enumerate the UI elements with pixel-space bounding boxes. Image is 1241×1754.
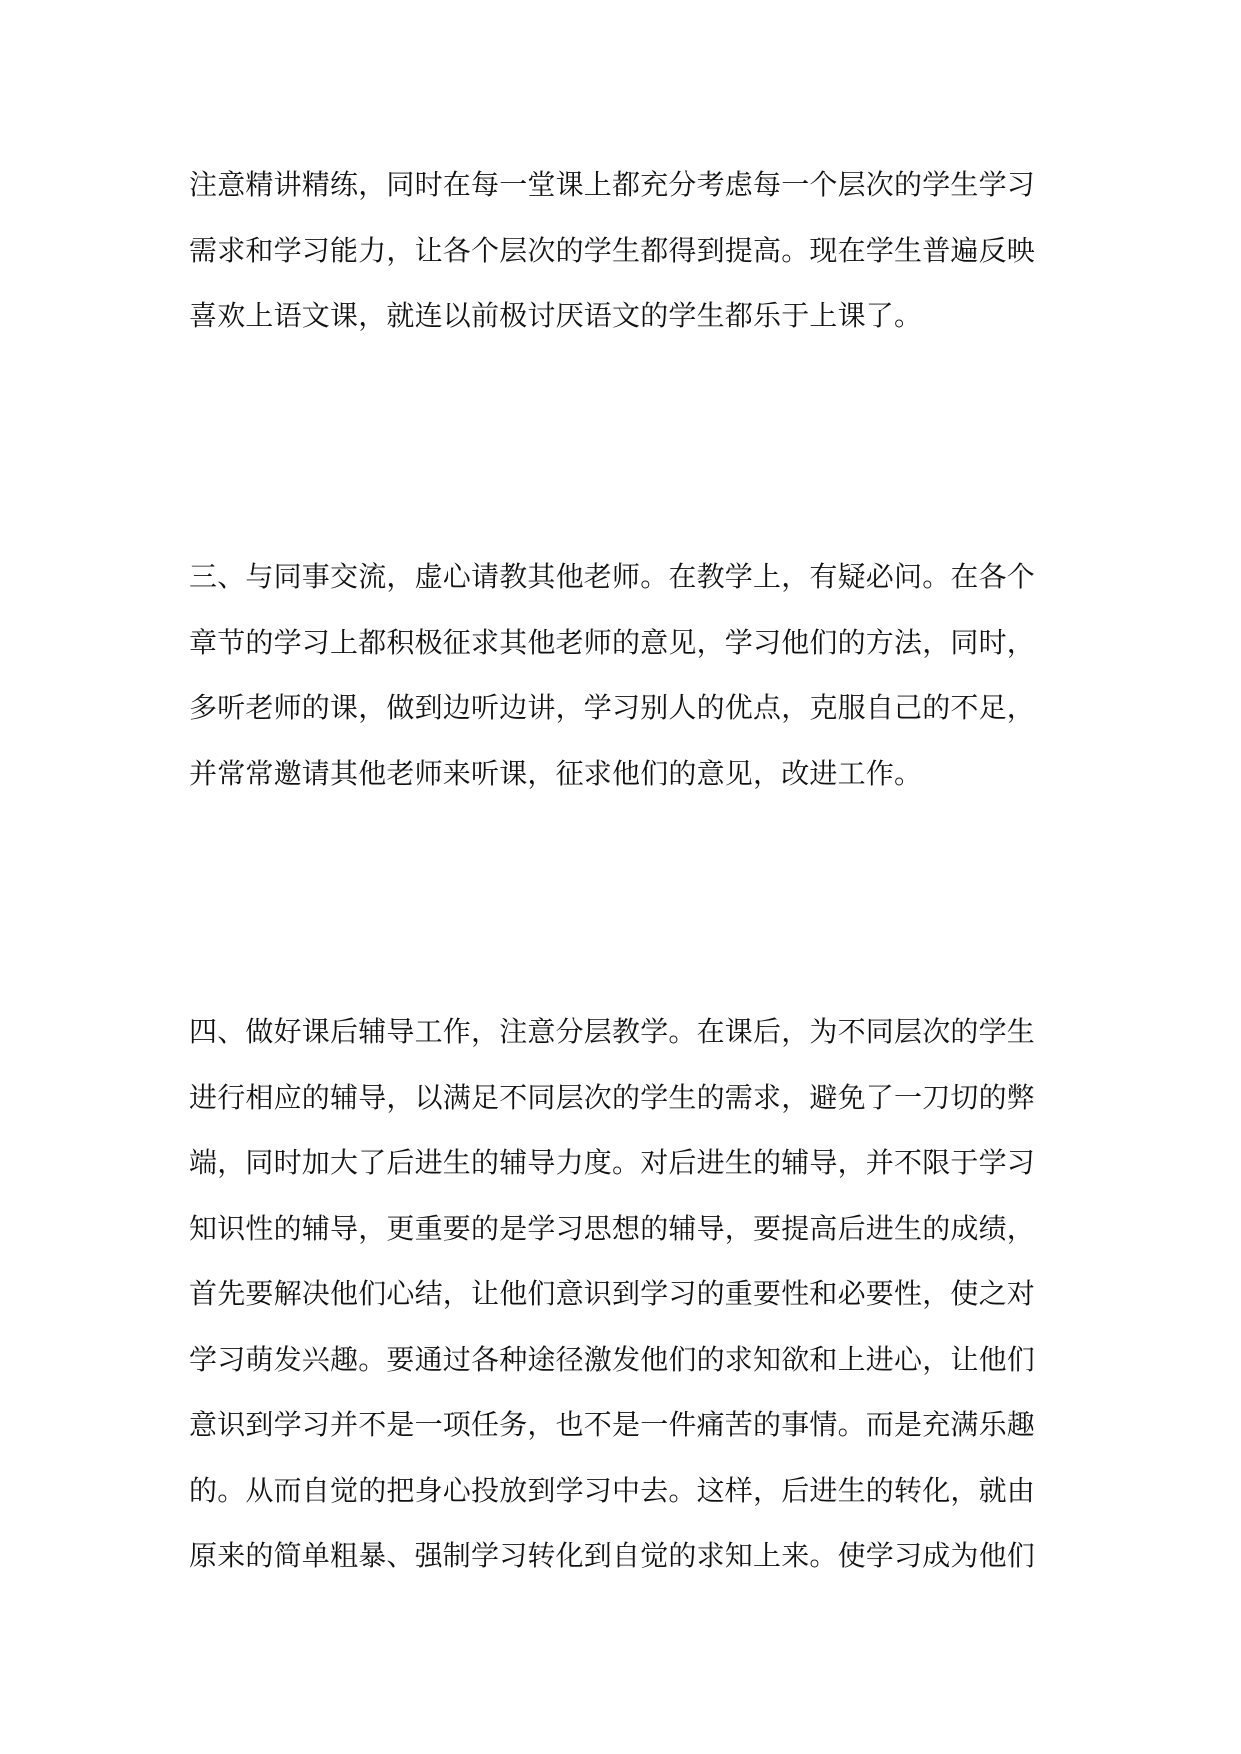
paragraph-line: 原来的简单粗暴、强制学习转化到自觉的求知上来。使学习成为他们 [189,1539,1036,1572]
paragraph-line: 的。从而自觉的把身心投放到学习中去。这样，后进生的转化，就由 [189,1473,1036,1507]
paragraph-section-four [189,999,1089,1589]
paragraph-line: 意识到学习并不是一项任务，也不是一件痛苦的事情。而是充满乐趣 [189,1408,1036,1441]
paragraph-line: 端，同时加大了后进生的辅导力度。对后进生的辅导，并不限于学习 [189,1146,1036,1179]
paragraph-line: 多听老师的课，做到边听边讲，学习别人的优点，克服自己的不足， [189,691,1036,724]
paragraph-line: 进行相应的辅导，以满足不同层次的学生的需求，避免了一刀切的弊 [189,1080,1036,1114]
paragraph-line: 四、做好课后辅导工作，注意分层教学。在课后，为不同层次的学生 [189,1015,1036,1048]
paragraph-line: 并常常邀请其他老师来听课，征求他们的意见，改进工作。 [189,756,923,790]
paragraph-line: 喜欢上语文课，就连以前极讨厌语文的学生都乐于上课了。 [189,299,923,332]
paragraph-line: 需求和学习能力，让各个层次的学生都得到提高。现在学生普遍反映 [189,233,1036,267]
paragraph-line: 知识性的辅导，更重要的是学习思想的辅导，要提高后进生的成绩， [189,1211,1036,1245]
paragraph-line: 章节的学习上都积极征求其他老师的意见，学习他们的方法，同时， [189,625,1036,659]
paragraph-section-three [189,544,1089,806]
paragraph-line: 学习萌发兴趣。要通过各种途径激发他们的求知欲和上进心，让他们 [189,1342,1036,1376]
paragraph-teaching-method [189,152,1089,349]
paragraph-line: 三、与同事交流，虚心请教其他老师。在教学上，有疑必问。在各个 [189,560,1036,593]
paragraph-line: 首先要解决他们心结，让他们意识到学习的重要性和必要性，使之对 [189,1277,1036,1310]
paragraph-line: 注意精讲精练，同时在每一堂课上都充分考虑每一个层次的学生学习 [189,168,1036,201]
